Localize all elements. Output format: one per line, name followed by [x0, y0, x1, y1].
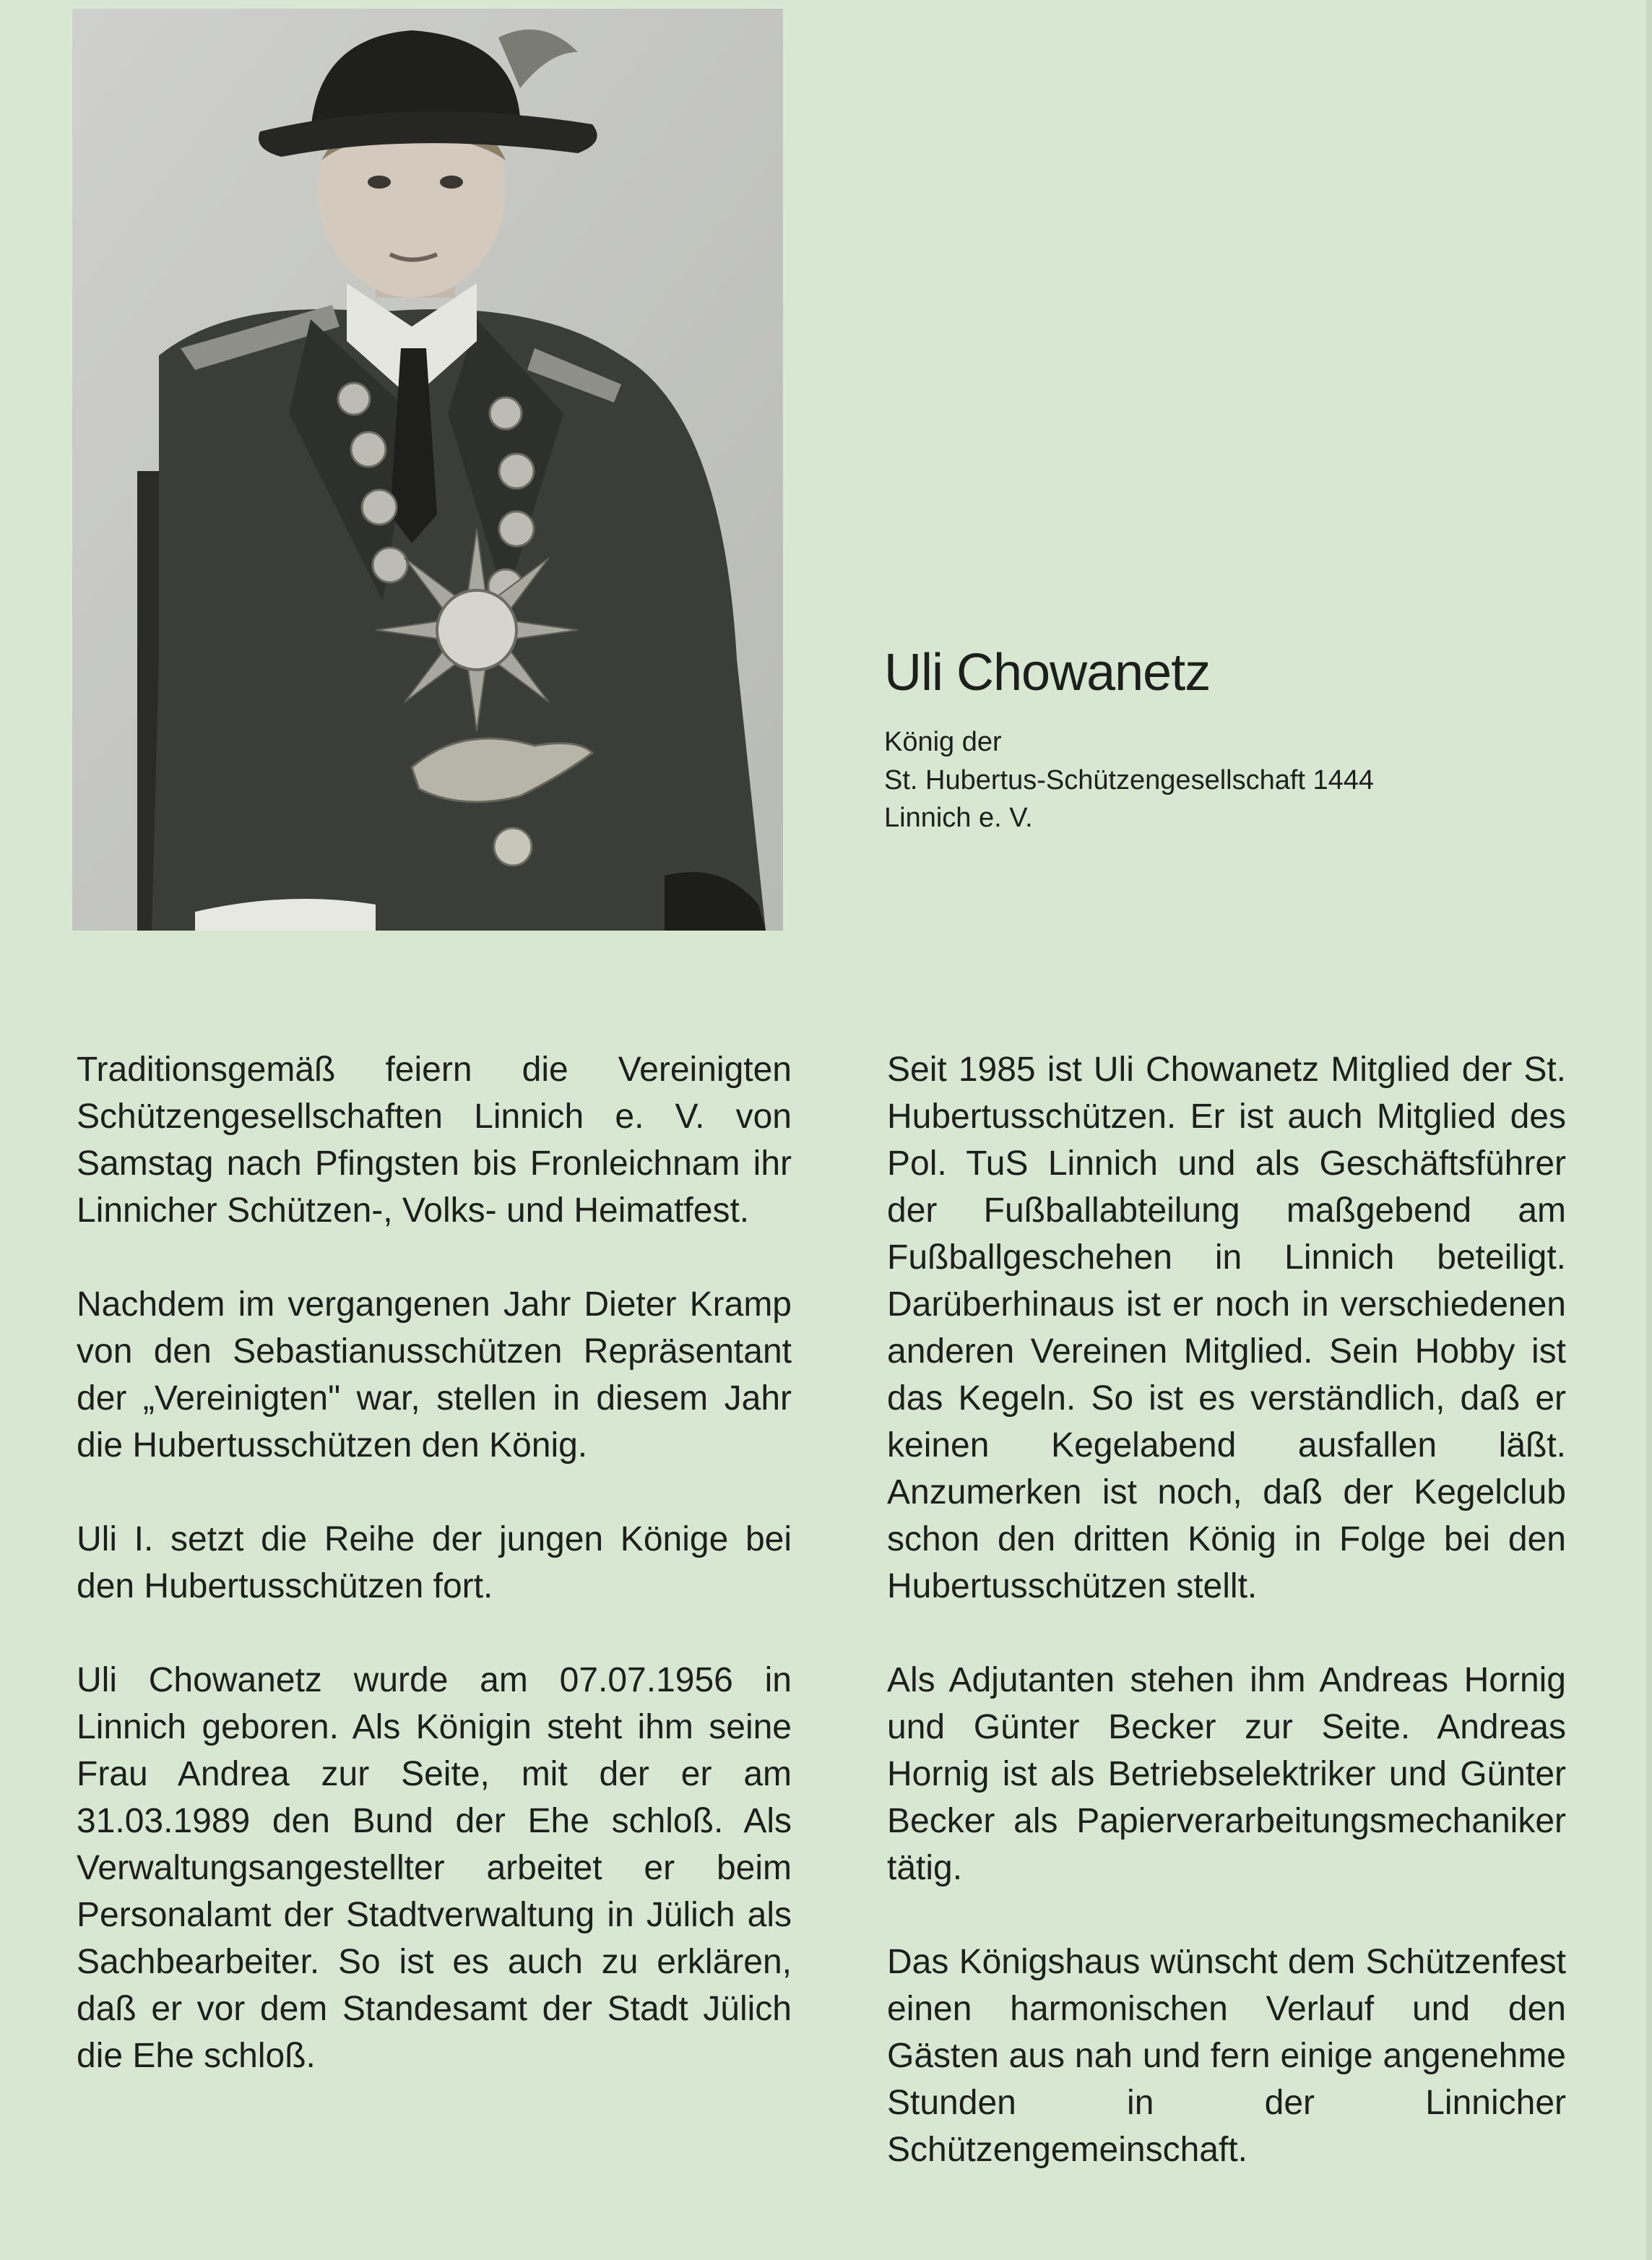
king-title-line-1: König der	[884, 727, 1002, 758]
paragraph-wishes: Das Königshaus wünscht dem Schützenfest einen harmonischen Verlauf und den Gästen aus nah und fern einige angenehme Stunden in der Linnicher Schützengemeinschaft.	[887, 1943, 1566, 2169]
paragraph-biography: Uli Chowanetz wurde am 07.07.1956 in Linnich geboren. Als Königin steht ihm seine Frau Andrea zur Seite, mit der er am 31.03.1989 den Bund der Ehe schloß. Als Verwaltungsangestellter arbeitet er beim Personalamt der Stadtverwaltung in Jülich als Sachbearbeiter. So ist es auch zu erklären, daß er vor dem Standesamt der Stadt Jülich die Ehe schloß.	[77, 1661, 792, 2075]
king-title-line-2: St. Hubertus-Schützengesellschaft 1444	[884, 764, 1375, 795]
portrait-caption	[884, 644, 1534, 837]
paragraph-tradition: Traditionsgemäß feiern die Vereinigten Schützengesellschaften Linnich e. V. von Samstag nach Pfingsten bis Fronleichnam ihr Linnicher Schützen-, Volks- und Heimatfest.	[77, 1051, 792, 1230]
king-portrait-photo	[72, 9, 783, 931]
king-name: Uli Chowanetz	[884, 644, 1211, 702]
paragraph-adjutants: Als Adjutanten stehen ihm Andreas Hornig und Günter Becker zur Seite. Andreas Hornig ist als Betriebselektriker und Günter Becker als Papierverarbeitungsmechaniker tätig.	[887, 1661, 1566, 1887]
portrait-illustration	[72, 9, 783, 931]
page-edge	[1646, 0, 1652, 2260]
right-text-column	[887, 1046, 1566, 2220]
paragraph-previous-year: Nachdem im vergangenen Jahr Dieter Kramp von den Sebastianusschützen Repräsentant der „Vereinigten" war, stellen in diesem Jahr die Hubertusschützen den König.	[77, 1285, 792, 1465]
left-text-column	[77, 1046, 792, 2126]
paragraph-membership: Seit 1985 ist Uli Chowanetz Mitglied der St. Hubertusschützen. Er ist auch Mitglied des Pol. TuS Linnich und als Geschäftsführer der Fußballabteilung maßgebend am Fußballgeschehen in Linnich beteiligt. Darüberhinaus ist er noch in verschiedenen anderen Vereinen Mitglied. Sein Hobby ist das Kegeln. So ist es verständlich, daß er keinen Kegelabend ausfallen läßt. Anzumerken ist noch, daß der Kegelclub schon den dritten König in Folge bei den Hubertusschützen stellt.	[887, 1051, 1566, 1605]
paragraph-young-kings: Uli I. setzt die Reihe der jungen Könige bei den Hubertusschützen fort.	[77, 1520, 792, 1605]
king-title-line-3: Linnich e. V.	[884, 803, 1033, 834]
